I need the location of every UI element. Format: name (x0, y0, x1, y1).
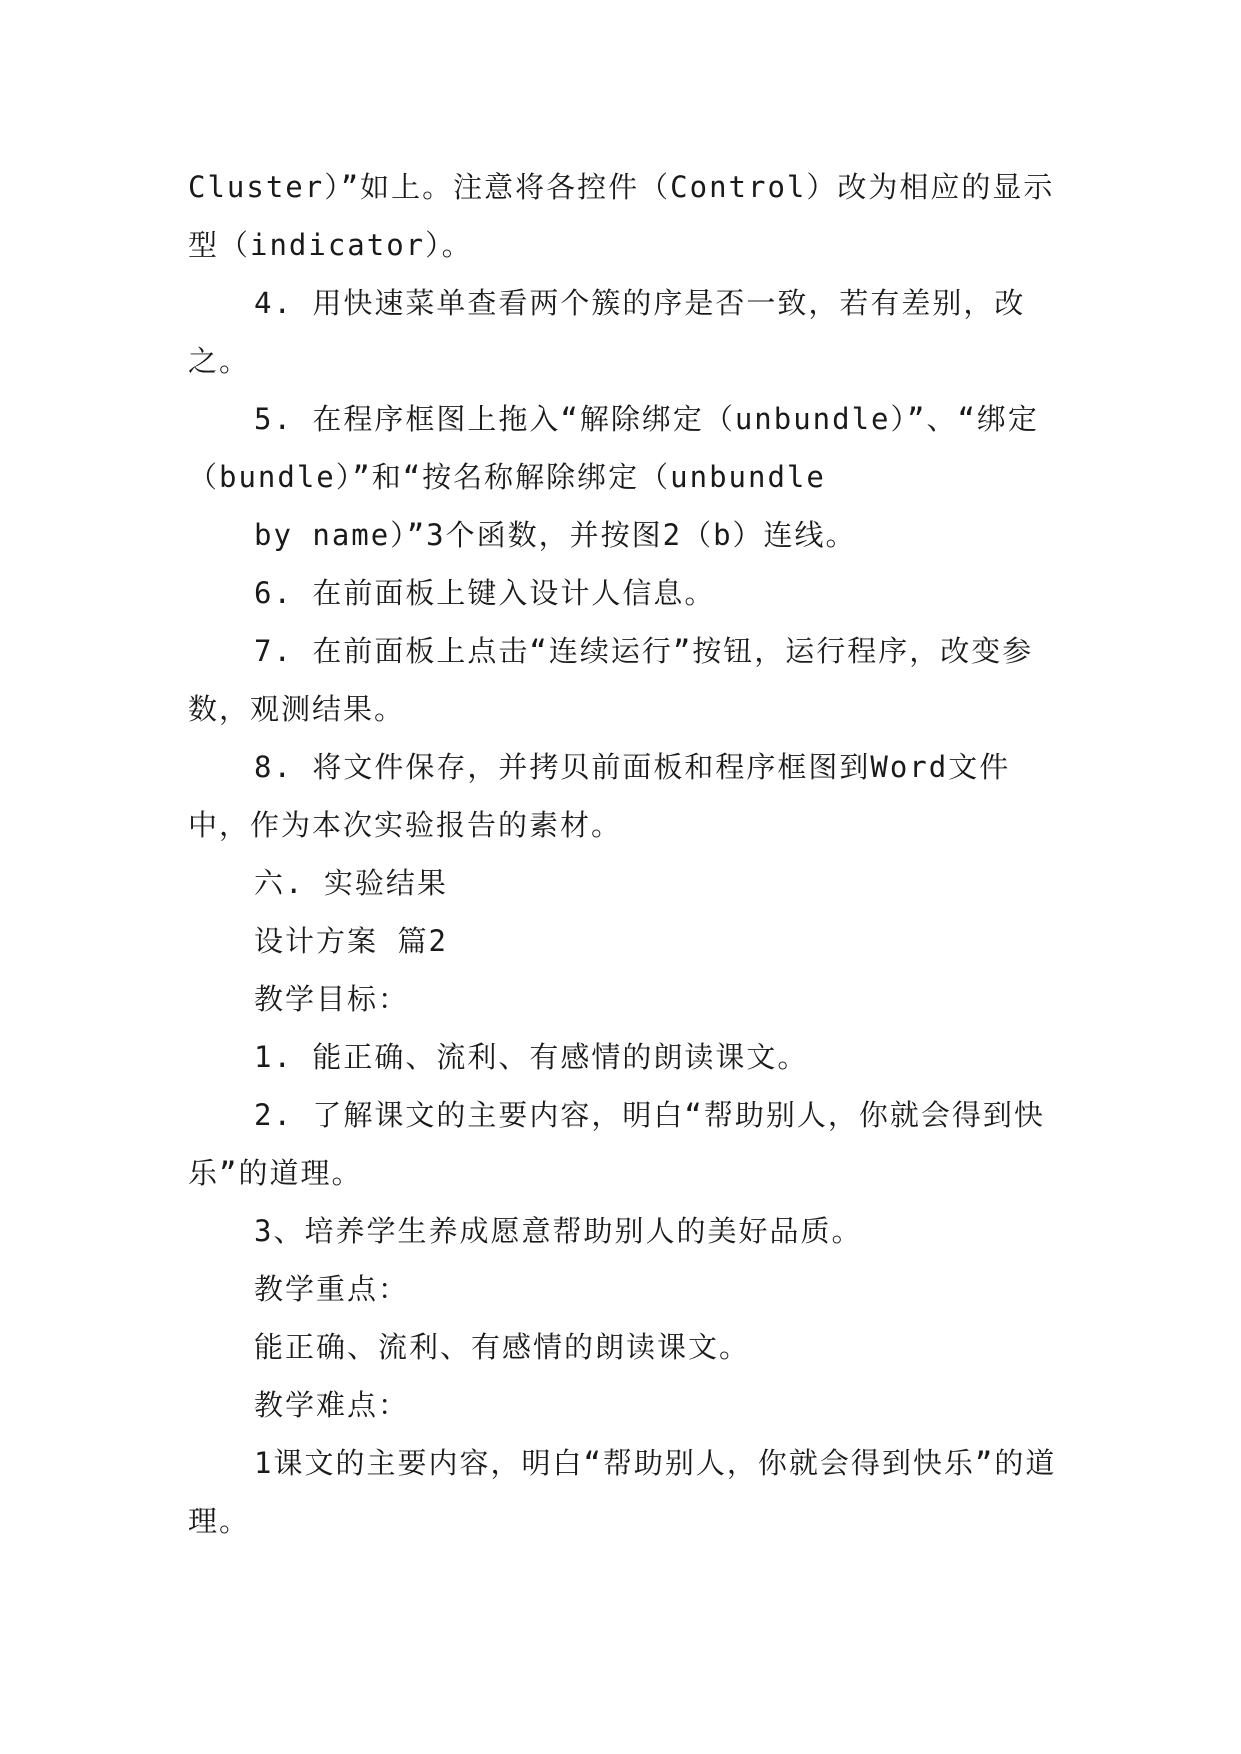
paragraph-cluster-indicator: Cluster）”如上。注意将各控件（Control）改为相应的显示型（indicator）。 (188, 170, 1055, 262)
goal-item-2: 2. 了解课文的主要内容，明白“帮助别人，你就会得到快乐”的道理。 (188, 1098, 1045, 1190)
teaching-difficulty-text: 1课文的主要内容，明白“帮助别人，你就会得到快乐”的道理。 (188, 1446, 1057, 1538)
goal-item-1: 1. 能正确、流利、有感情的朗读课文。 (254, 1040, 809, 1074)
paragraph-step-8: 8. 将文件保存，并拷贝前面板和程序框图到Word文件中，作为本次实验报告的素材。 (188, 750, 1011, 842)
heading-teaching-focus: 教学重点： (254, 1272, 410, 1306)
heading-teaching-goals: 教学目标： (254, 982, 410, 1016)
paragraph-step-4: 4. 用快速菜单查看两个簇的序是否一致，若有差别，改之。 (188, 286, 1026, 378)
heading-design-plan-2: 设计方案 篇2 (254, 924, 448, 958)
heading-experiment-results: 六. 实验结果 (254, 866, 448, 900)
heading-teaching-difficulty: 教学难点： (254, 1388, 410, 1422)
paragraph-step-6: 6. 在前面板上键入设计人信息。 (254, 576, 716, 610)
paragraph-step-5-continued: by name）”3个函数，并按图2（b）连线。 (254, 518, 857, 552)
paragraph-step-7: 7. 在前面板上点击“连续运行”按钮，运行程序，改变参数，观测结果。 (188, 634, 1034, 726)
goal-item-3: 3、培养学生养成愿意帮助别人的美好品质。 (254, 1214, 863, 1248)
teaching-focus-text: 能正确、流利、有感情的朗读课文。 (254, 1330, 751, 1364)
paragraph-step-5: 5. 在程序框图上拖入“解除绑定（unbundle）”、“绑定（bundle）”和“按名称解除绑定（unbundle (188, 402, 1039, 494)
document-body (188, 158, 1058, 1550)
